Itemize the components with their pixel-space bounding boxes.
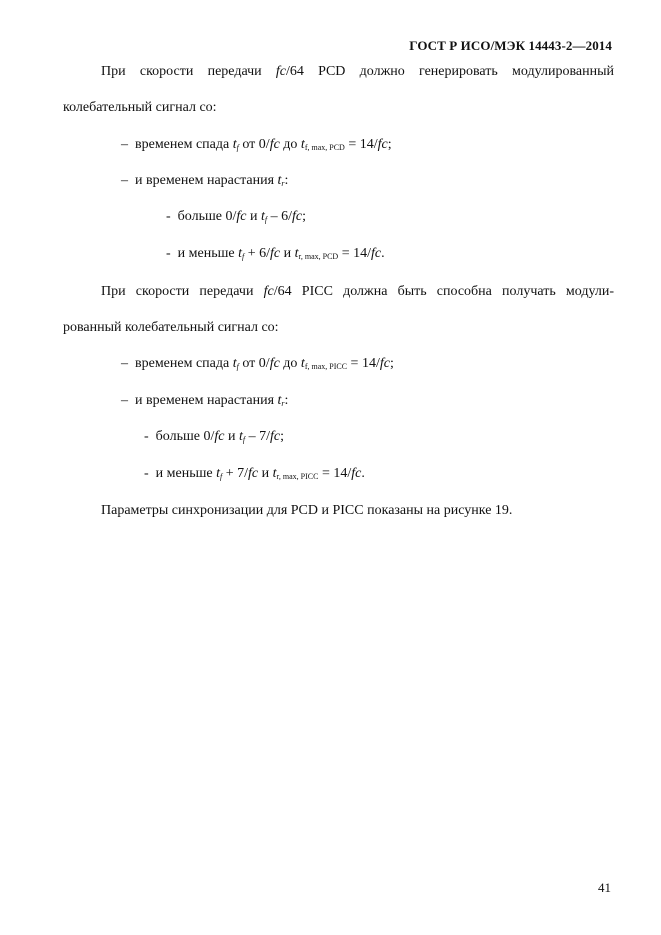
- list-dash: –: [121, 356, 128, 371]
- t-symbol: t: [238, 429, 243, 444]
- fc-symbol: fc: [270, 246, 281, 261]
- para2-line1: [101, 284, 614, 300]
- text: + 6/: [244, 246, 271, 261]
- para1-item-fall-time: [121, 137, 392, 153]
- page-number: 41: [598, 880, 611, 895]
- subscript: f, max, PCD: [304, 143, 345, 152]
- text: /64 PCD должно генерировать модулированный: [286, 64, 615, 79]
- document-header: ГОСТ Р ИСО/МЭК 14443-2—2014: [409, 38, 612, 53]
- para2-line2: рованный колебательный сигнал со:: [63, 320, 279, 335]
- fc-symbol: fc: [248, 466, 259, 481]
- list-dash: -: [144, 466, 149, 481]
- text: При скорости передачи: [101, 64, 276, 79]
- subscript: f: [242, 435, 246, 444]
- fc-symbol: fc: [214, 429, 225, 444]
- text: и: [258, 466, 273, 481]
- subscript: r, max, PCD: [298, 252, 339, 261]
- list-dash: -: [166, 246, 171, 261]
- text: ;: [302, 209, 306, 224]
- text: – 7/: [245, 429, 270, 444]
- list-dash: –: [121, 137, 128, 152]
- text: – 6/: [267, 209, 292, 224]
- subscript: f: [236, 362, 239, 371]
- subscript: f, max, PICC: [304, 362, 348, 371]
- fc-symbol: fc: [371, 246, 382, 261]
- text: и временем нарастания: [135, 173, 278, 188]
- t-symbol: t: [300, 356, 305, 371]
- para2-subitem-less: [144, 466, 365, 482]
- fc-symbol: fc: [275, 64, 287, 79]
- text: = 14/: [347, 356, 380, 371]
- text: и меньше: [155, 466, 217, 481]
- para1-line1: [101, 64, 614, 80]
- para1-subitem-less: [166, 246, 385, 262]
- closing-paragraph: Параметры синхронизации для PCD и PICC показаны на рисунке 19.: [101, 503, 513, 518]
- para1-item-rise-time: [121, 173, 288, 189]
- t-symbol: t: [232, 137, 237, 152]
- para1-line2: колебательный сигнал со:: [63, 100, 217, 115]
- text: = 14/: [344, 137, 378, 152]
- text: до: [279, 137, 301, 152]
- list-dash: -: [144, 429, 149, 444]
- fc-symbol: fc: [379, 356, 390, 371]
- subscript: f: [236, 143, 239, 152]
- text: ;: [387, 137, 392, 152]
- list-dash: –: [121, 173, 128, 188]
- text: временем спада: [135, 137, 233, 152]
- para1-subitem-greater: [166, 209, 306, 225]
- text: ;: [280, 429, 284, 444]
- t-symbol: t: [300, 137, 305, 152]
- subscript: f: [220, 472, 223, 481]
- fc-symbol: fc: [269, 137, 280, 152]
- t-symbol: t: [232, 356, 237, 371]
- text: и временем нарастания: [135, 393, 278, 408]
- subscript: r, max, PICC: [276, 472, 319, 481]
- text: = 14/: [318, 466, 352, 481]
- fc-symbol: fc: [269, 356, 280, 371]
- text: /64 PICC должна быть способна получать модули-: [273, 284, 615, 299]
- fc-symbol: fc: [236, 209, 247, 224]
- fc-symbol: fc: [263, 284, 274, 299]
- fc-symbol: fc: [292, 209, 303, 224]
- subscript: f: [242, 252, 245, 261]
- subscript: r: [281, 399, 285, 408]
- text: больше 0/: [177, 209, 237, 224]
- text: .: [381, 246, 385, 261]
- text: ;: [389, 356, 394, 371]
- subscript: f: [264, 215, 268, 224]
- t-symbol: t: [260, 209, 265, 224]
- para2-item-rise-time: [121, 393, 288, 409]
- subscript: r: [281, 179, 285, 188]
- para2-subitem-greater: [144, 429, 284, 445]
- list-dash: -: [166, 209, 171, 224]
- t-symbol: t: [277, 393, 282, 408]
- text: и меньше: [177, 246, 239, 261]
- text: и: [246, 209, 261, 224]
- text: временем спада: [135, 356, 233, 371]
- text: и: [280, 246, 295, 261]
- t-symbol: t: [277, 173, 282, 188]
- text: больше 0/: [155, 429, 215, 444]
- text: и: [224, 429, 239, 444]
- t-symbol: t: [216, 466, 220, 481]
- fc-symbol: fc: [270, 429, 281, 444]
- text: = 14/: [338, 246, 372, 261]
- text: + 7/: [222, 466, 249, 481]
- fc-symbol: fc: [351, 466, 362, 481]
- text: .: [361, 466, 365, 481]
- text: При скорости передачи: [101, 284, 264, 299]
- list-dash: –: [121, 393, 128, 408]
- text: :: [284, 173, 289, 188]
- para2-item-fall-time: [121, 356, 394, 372]
- text: от 0/: [238, 137, 270, 152]
- text: от 0/: [238, 356, 270, 371]
- t-symbol: t: [294, 246, 299, 261]
- t-symbol: t: [272, 466, 277, 481]
- text: :: [284, 393, 289, 408]
- text: до: [279, 356, 301, 371]
- t-symbol: t: [238, 246, 242, 261]
- fc-symbol: fc: [377, 137, 388, 152]
